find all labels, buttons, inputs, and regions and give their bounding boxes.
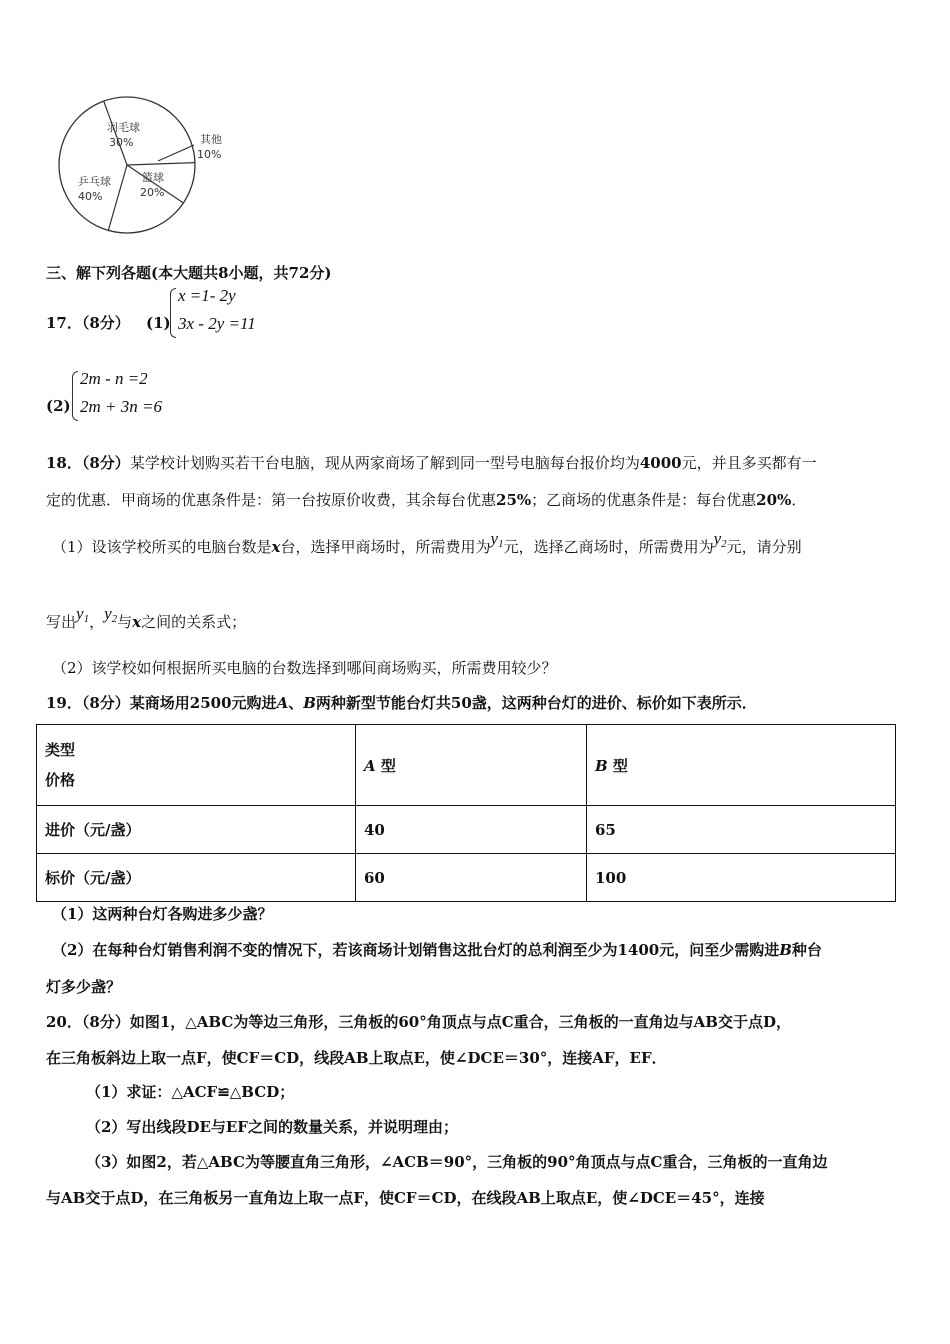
table-row-label: 标价（元/盏）: [37, 854, 356, 902]
pie-chart: [40, 95, 260, 235]
table-header-a: A 型: [356, 725, 587, 806]
price-table: [36, 724, 896, 902]
q20-part1: （1）求证：△ACF≌△BCD；: [86, 1083, 295, 1101]
pie-pct-badminton: 30%: [109, 136, 134, 149]
q19-part1: （1）这两种台灯各购进多少盏？: [52, 905, 273, 923]
table-row-label: 进价（元/盏）: [37, 806, 356, 854]
pie-pct-other: 10%: [197, 148, 222, 161]
q17-part2-label: (2): [46, 397, 71, 415]
q17-part1-brace: [170, 288, 176, 338]
table-row: [37, 806, 896, 854]
q20-part3-cont: 与AB交于点D，在三角板另一直角边上取一点F，使CF＝CD，在线段AB上取点E，使∠DCE＝45°，连接: [46, 1189, 765, 1207]
pie-label-other: 其他: [200, 133, 222, 146]
q18-y2-inline: $y_2$: [713, 529, 727, 550]
q17-part1-label: (1): [146, 314, 171, 332]
q18-y1: $y_1$: [76, 604, 90, 625]
pie-pct-basketball: 20%: [140, 186, 165, 199]
table-header-corner: 类型 价格: [37, 725, 356, 806]
q18-part1: （1）设该学校所买的电脑台数是x台，选择甲商场时，所需费用为$y_1$元，选择乙商场时，所需费用为$y_2$元，请分别: [52, 529, 802, 556]
pie-pct-pingpong: 40%: [78, 190, 103, 203]
q18-part2: （2）该学校如何根据所买电脑的台数选择到哪间商场购买，所需费用较少？: [52, 659, 557, 677]
pie-label-pingpong: 乒乓球: [78, 175, 111, 188]
q18-y2: $y_2$: [104, 604, 118, 625]
table-cell-b: 65: [587, 806, 896, 854]
q17-number: 17．（8分）: [46, 314, 130, 332]
q17-part2-eq2: 2m + 3n =6: [80, 397, 162, 416]
q18-part1-cont: 写出$y_1$，$y_2$与x之间的关系式；: [46, 604, 247, 631]
table-cell-a: 40: [356, 806, 587, 854]
q17-part2-brace: [72, 371, 78, 421]
table-cell-b: 100: [587, 854, 896, 902]
q19-part2-cont: 灯多少盏？: [46, 978, 122, 996]
table-header-row: [37, 725, 896, 806]
table-cell-a: 60: [356, 854, 587, 902]
q19-part2: （2）在每种台灯销售利润不变的情况下，若该商场计划销售这批台灯的总利润至少为1400元，问至少需购进B种台: [52, 941, 822, 959]
q20-line1: 20．（8分）如图1，△ABC为等边三角形，三角板的60°角顶点与点C重合，三角板的一直角边与AB交于点D，: [46, 1013, 791, 1031]
q20-part3: （3）如图2，若△ABC为等腰直角三角形，∠ACB＝90°，三角板的90°角顶点与点C重合，三角板的一直角边: [86, 1153, 828, 1171]
pie-label-badminton: 羽毛球: [107, 121, 140, 134]
pie-label-basketball: 篮球: [142, 171, 164, 184]
q17-part1-eq2: 3x - 2y =11: [178, 314, 256, 333]
section-title: 三、解下列各题(本大题共8小题，共72分): [46, 264, 332, 282]
q17-part1-eq1: x =1- 2y: [178, 286, 236, 305]
q18-line1: 18．（8分）某学校计划购买若干台电脑，现从两家商场了解到同一型号电脑每台报价均为4000元，并且多买都有一: [46, 454, 817, 472]
table-row: [37, 854, 896, 902]
table-header-b: B 型: [587, 725, 896, 806]
q18-y1-inline: $y_1$: [490, 529, 504, 550]
q17-part2-eq1: 2m - n =2: [80, 369, 148, 388]
q20-line2: 在三角板斜边上取一点F，使CF＝CD，线段AB上取点E，使∠DCE＝30°，连接AF，EF．: [46, 1049, 667, 1067]
q18-line2: 定的优惠．甲商场的优惠条件是：第一台按原价收费，其余每台优惠25%；乙商场的优惠条件是：每台优惠20%．: [46, 491, 807, 509]
q19-intro: 19．（8分）某商场用2500元购进A、B两种新型节能台灯共50盏，这两种台灯的进价、标价如下表所示．: [46, 694, 757, 712]
q20-part2: （2）写出线段DE与EF之间的数量关系，并说明理由；: [86, 1118, 458, 1136]
